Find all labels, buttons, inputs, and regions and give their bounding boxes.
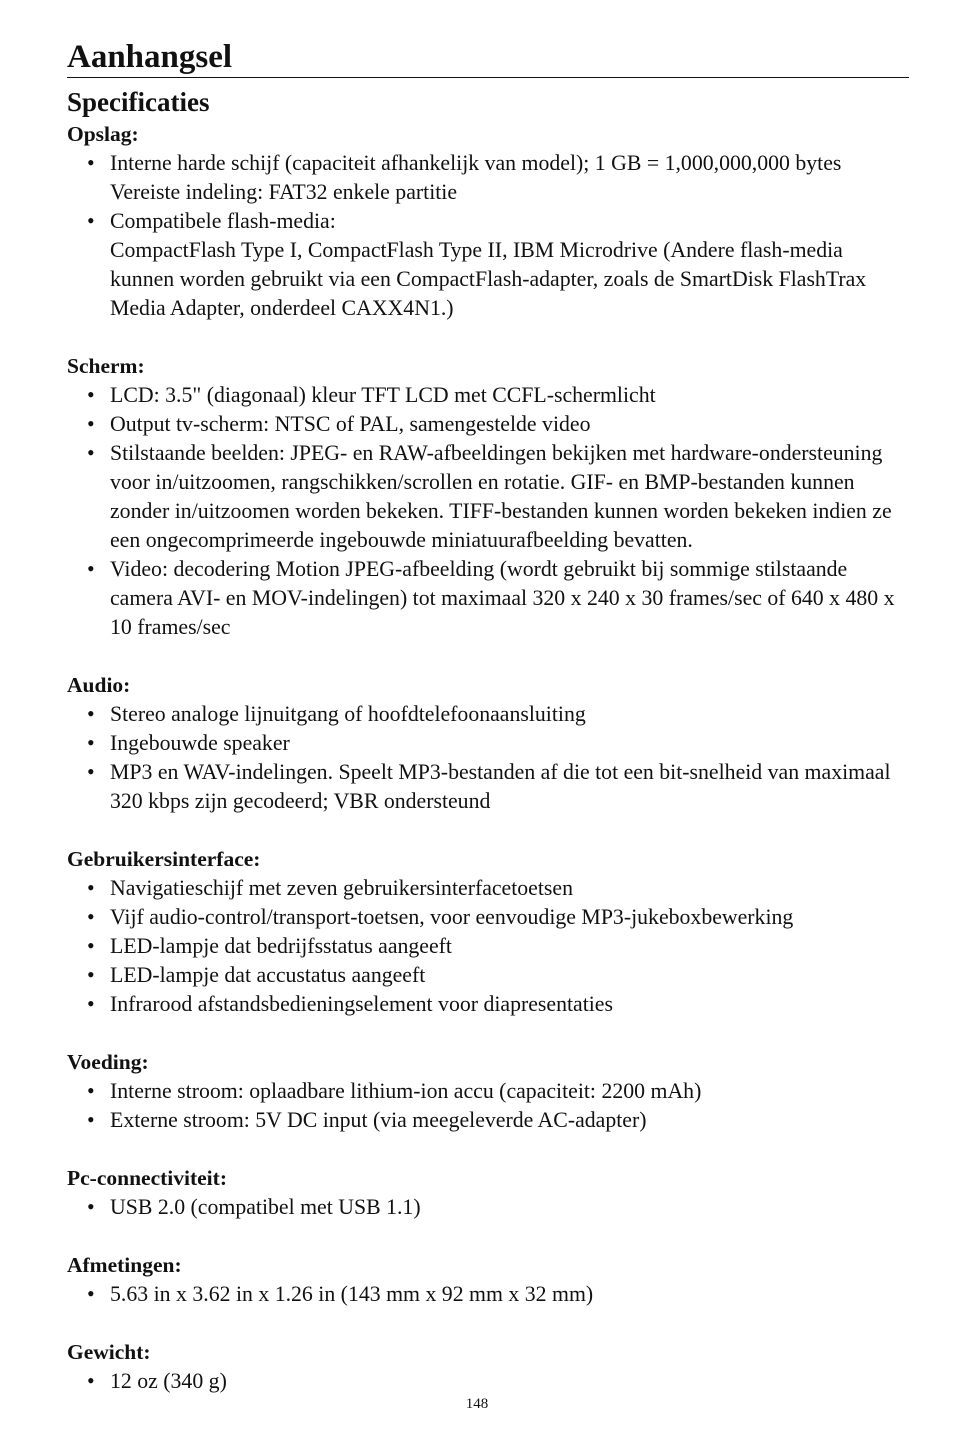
spec-item-text: Interne harde schijf (capaciteit afhankelijk van model); 1 GB = 1,000,000,000 bytes Vereiste indeling: FAT32 enkele partitie	[110, 151, 842, 204]
spec-item-text: USB 2.0 (compatibel met USB 1.1)	[110, 1195, 421, 1219]
bullet-icon: •	[87, 1369, 95, 1393]
spec-section	[67, 845, 909, 1019]
spec-item-text: Vijf audio-control/transport-toetsen, voor eenvoudige MP3-jukeboxbewerking	[110, 905, 794, 929]
spec-item-text: 12 oz (340 g)	[110, 1369, 227, 1393]
spec-heading: Scherm:	[67, 354, 145, 378]
bullet-icon: •	[87, 383, 95, 407]
spec-item-text: Externe stroom: 5V DC input (via meegeleverde AC-adapter)	[110, 1108, 647, 1132]
spec-item	[67, 758, 909, 816]
spec-heading: Pc-connectiviteit:	[67, 1166, 227, 1190]
spec-item	[67, 1106, 909, 1135]
spec-item	[67, 410, 909, 439]
bullet-icon: •	[87, 731, 95, 755]
spec-item	[67, 207, 909, 323]
spec-item-text: Stilstaande beelden: JPEG- en RAW-afbeeldingen bekijken met hardware-ondersteuning voor in/uitzoomen, rangschikken/scrollen en rotatie. GIF- en BMP-bestanden kunnen zonder in/uitzoomen worden bekeken. TIFF-bestanden kunnen worden bekeken indien ze een ongecomprimeerde ingebouwde miniatuurafbeelding bevatten.	[110, 441, 892, 552]
spec-item	[67, 932, 909, 961]
bullet-icon: •	[87, 1108, 95, 1132]
spec-list	[67, 700, 909, 816]
spec-item	[67, 874, 909, 903]
bullet-icon: •	[87, 209, 95, 233]
bullet-icon: •	[87, 441, 95, 465]
spec-list	[67, 1077, 909, 1135]
spec-heading: Afmetingen:	[67, 1253, 182, 1277]
bullet-icon: •	[87, 905, 95, 929]
bullet-icon: •	[87, 876, 95, 900]
spec-list	[67, 1367, 909, 1396]
spec-item	[67, 149, 909, 207]
spec-item-text: Stereo analoge lijnuitgang of hoofdtelefoonaansluiting	[110, 702, 586, 726]
spec-heading: Opslag:	[67, 122, 139, 146]
spec-list	[67, 149, 909, 323]
spec-list	[67, 874, 909, 1019]
spec-item-text: Compatibele flash-media: CompactFlash Type I, CompactFlash Type II, IBM Microdrive (Andere flash-media kunnen worden gebruikt via een CompactFlash-adapter, zoals de SmartDisk FlashTrax Media Adapter, onderdeel CAXX4N1.)	[110, 209, 867, 320]
spec-section	[67, 1048, 909, 1135]
spec-section	[67, 352, 909, 642]
bullet-icon: •	[87, 963, 95, 987]
spec-list	[67, 1193, 909, 1222]
spec-item-text: LED-lampje dat bedrijfsstatus aangeeft	[110, 934, 452, 958]
bullet-icon: •	[87, 992, 95, 1016]
bullet-icon: •	[87, 557, 95, 581]
spec-section	[67, 120, 909, 323]
spec-item-text: MP3 en WAV-indelingen. Speelt MP3-bestanden af die tot een bit-snelheid van maximaal 320 kbps zijn gecodeerd; VBR ondersteund	[110, 760, 891, 813]
spec-item	[67, 1077, 909, 1106]
spec-list	[67, 381, 909, 642]
bullet-icon: •	[87, 151, 95, 175]
spec-heading: Voeding:	[67, 1050, 149, 1074]
spec-item-text: LCD: 3.5" (diagonaal) kleur TFT LCD met CCFL-schermlicht	[110, 383, 656, 407]
spec-list	[67, 1280, 909, 1309]
spec-item-text: Video: decodering Motion JPEG-afbeelding (wordt gebruikt bij sommige stilstaande camera AVI- en MOV-indelingen) tot maximaal 320 x 240 x 30 frames/sec of 640 x 480 x 10 frames/sec	[110, 557, 895, 639]
spec-section	[67, 1338, 909, 1396]
spec-item	[67, 439, 909, 555]
spec-heading: Audio:	[67, 673, 131, 697]
spec-section	[67, 671, 909, 816]
spec-item	[67, 700, 909, 729]
spec-item-text: Infrarood afstandsbedieningselement voor diapresentaties	[110, 992, 613, 1016]
page-title: Aanhangsel	[67, 38, 909, 78]
bullet-icon: •	[87, 1195, 95, 1219]
bullet-icon: •	[87, 934, 95, 958]
spec-item-text: LED-lampje dat accustatus aangeeft	[110, 963, 426, 987]
spec-item	[67, 1367, 909, 1396]
page-content	[67, 38, 909, 1396]
spec-section	[67, 1164, 909, 1222]
spec-item	[67, 729, 909, 758]
spec-item-text: 5.63 in x 3.62 in x 1.26 in (143 mm x 92 mm x 32 mm)	[110, 1282, 594, 1306]
spec-section	[67, 1251, 909, 1309]
spec-item-text: Interne stroom: oplaadbare lithium-ion accu (capaciteit: 2200 mAh)	[110, 1079, 702, 1103]
spec-heading: Gewicht:	[67, 1340, 151, 1364]
spec-sections	[67, 120, 909, 1396]
spec-item	[67, 961, 909, 990]
spec-item-text: Output tv-scherm: NTSC of PAL, samengestelde video	[110, 412, 591, 436]
spec-item	[67, 1280, 909, 1309]
bullet-icon: •	[87, 1282, 95, 1306]
bullet-icon: •	[87, 760, 95, 784]
bullet-icon: •	[87, 702, 95, 726]
spec-item-text: Navigatieschijf met zeven gebruikersinterfacetoetsen	[110, 876, 573, 900]
spec-item-text: Ingebouwde speaker	[110, 731, 290, 755]
page-number: 148	[465, 1396, 489, 1412]
spec-item	[67, 990, 909, 1019]
spec-item	[67, 903, 909, 932]
spec-item	[67, 555, 909, 642]
spec-heading: Gebruikersinterface:	[67, 847, 261, 871]
section-title: Specificaties	[67, 87, 210, 117]
spec-item	[67, 1193, 909, 1222]
spec-item	[67, 381, 909, 410]
bullet-icon: •	[87, 412, 95, 436]
bullet-icon: •	[87, 1079, 95, 1103]
